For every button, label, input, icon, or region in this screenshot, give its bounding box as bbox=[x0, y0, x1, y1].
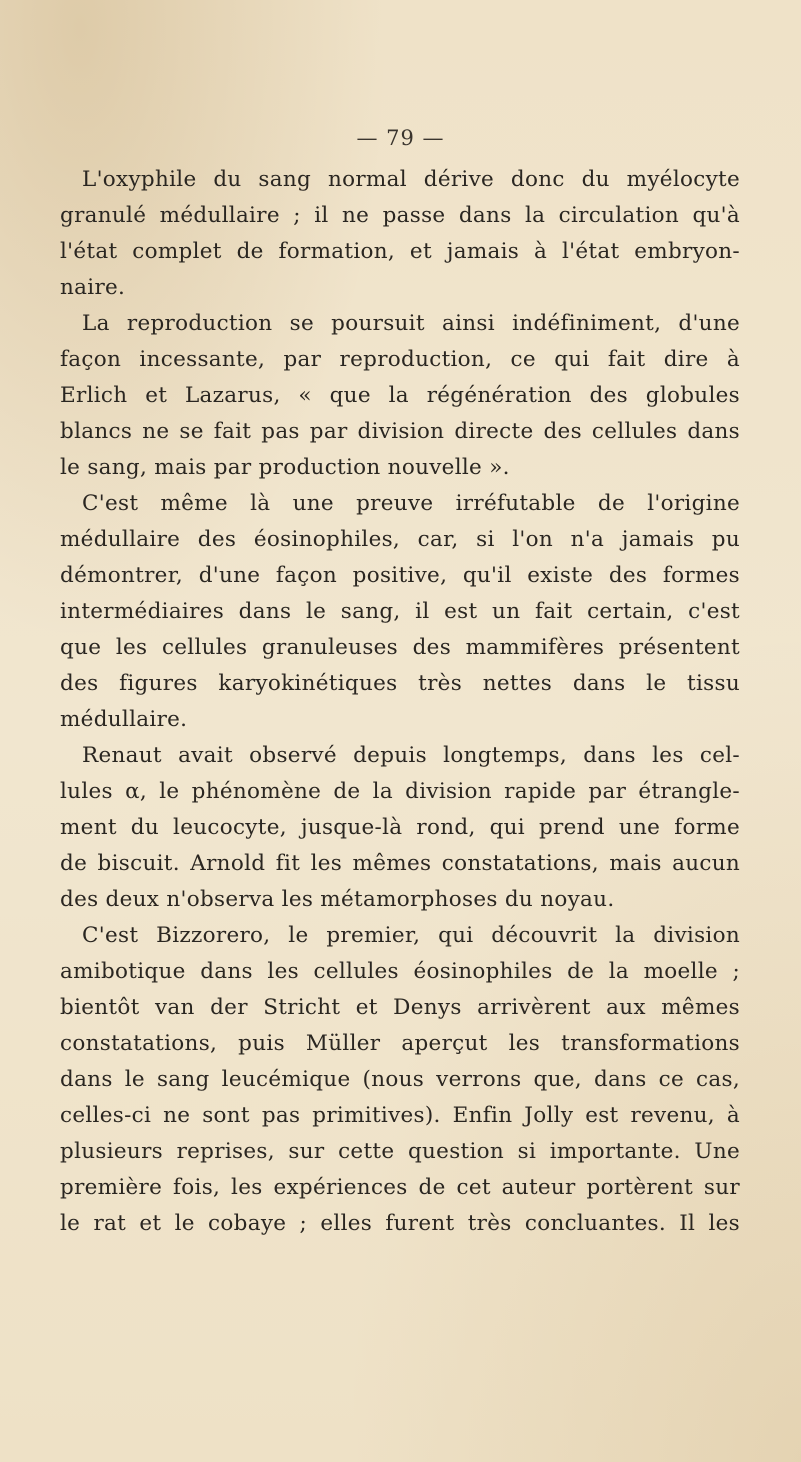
text-line: naire. bbox=[60, 275, 126, 300]
text-line: ment du leucocyte, jusque-là rond, qui prend une forme bbox=[60, 815, 740, 840]
text-line: des deux n'observa les métamorphoses du noyau. bbox=[60, 887, 615, 912]
text-line: intermédiaires dans le sang, il est un fait certain, c'est bbox=[60, 599, 740, 624]
text-line: C'est Bizzorero, le premier, qui découvrit la division bbox=[82, 923, 740, 948]
text-line: des figures karyokinétiques très nettes dans le tissu bbox=[60, 671, 740, 696]
text-line: dans le sang leucémique (nous verrons que, dans ce cas, bbox=[60, 1067, 740, 1092]
text-line: La reproduction se poursuit ainsi indéfiniment, d'une bbox=[82, 311, 740, 336]
text-line: démontrer, d'une façon positive, qu'il existe des formes bbox=[60, 563, 740, 588]
text-line: que les cellules granuleuses des mammifères présentent bbox=[60, 635, 740, 660]
page-number: — 79 — bbox=[356, 126, 445, 150]
text-line: lules α, le phénomène de la division rapide par étrangle- bbox=[60, 779, 740, 804]
text-line: médullaire des éosinophiles, car, si l'on n'a jamais pu bbox=[60, 527, 740, 552]
text-line: de biscuit. Arnold fit les mêmes constatations, mais aucun bbox=[60, 851, 740, 876]
body-text bbox=[60, 162, 740, 1242]
text-line: granulé médullaire ; il ne passe dans la circulation qu'à bbox=[60, 203, 740, 228]
text-line: amibotique dans les cellules éosinophiles de la moelle ; bbox=[60, 959, 740, 984]
text-line: constatations, puis Müller aperçut les transformations bbox=[60, 1031, 740, 1056]
text-line: le sang, mais par production nouvelle ». bbox=[60, 455, 510, 480]
text-line: celles-ci ne sont pas primitives). Enfin Jolly est revenu, à bbox=[60, 1103, 740, 1128]
text-line: plusieurs reprises, sur cette question si importante. Une bbox=[60, 1139, 740, 1164]
text-line: C'est même là une preuve irréfutable de l'origine bbox=[82, 491, 740, 516]
text-line: façon incessante, par reproduction, ce qui fait dire à bbox=[60, 347, 740, 372]
text-line: médullaire. bbox=[60, 707, 188, 732]
text-line: l'état complet de formation, et jamais à l'état embryon- bbox=[60, 239, 740, 264]
text-line: le rat et le cobaye ; elles furent très concluantes. Il les bbox=[60, 1211, 740, 1236]
text-line: première fois, les expériences de cet auteur portèrent sur bbox=[60, 1175, 740, 1200]
text-line: Erlich et Lazarus, « que la régénération des globules bbox=[60, 383, 740, 408]
text-line: Renaut avait observé depuis longtemps, dans les cel- bbox=[82, 743, 740, 768]
text-line: bientôt van der Stricht et Denys arrivèrent aux mêmes bbox=[60, 995, 740, 1020]
text-line: blancs ne se fait pas par division directe des cellules dans bbox=[60, 419, 740, 444]
text-line: L'oxyphile du sang normal dérive donc du myélocyte bbox=[82, 167, 740, 192]
